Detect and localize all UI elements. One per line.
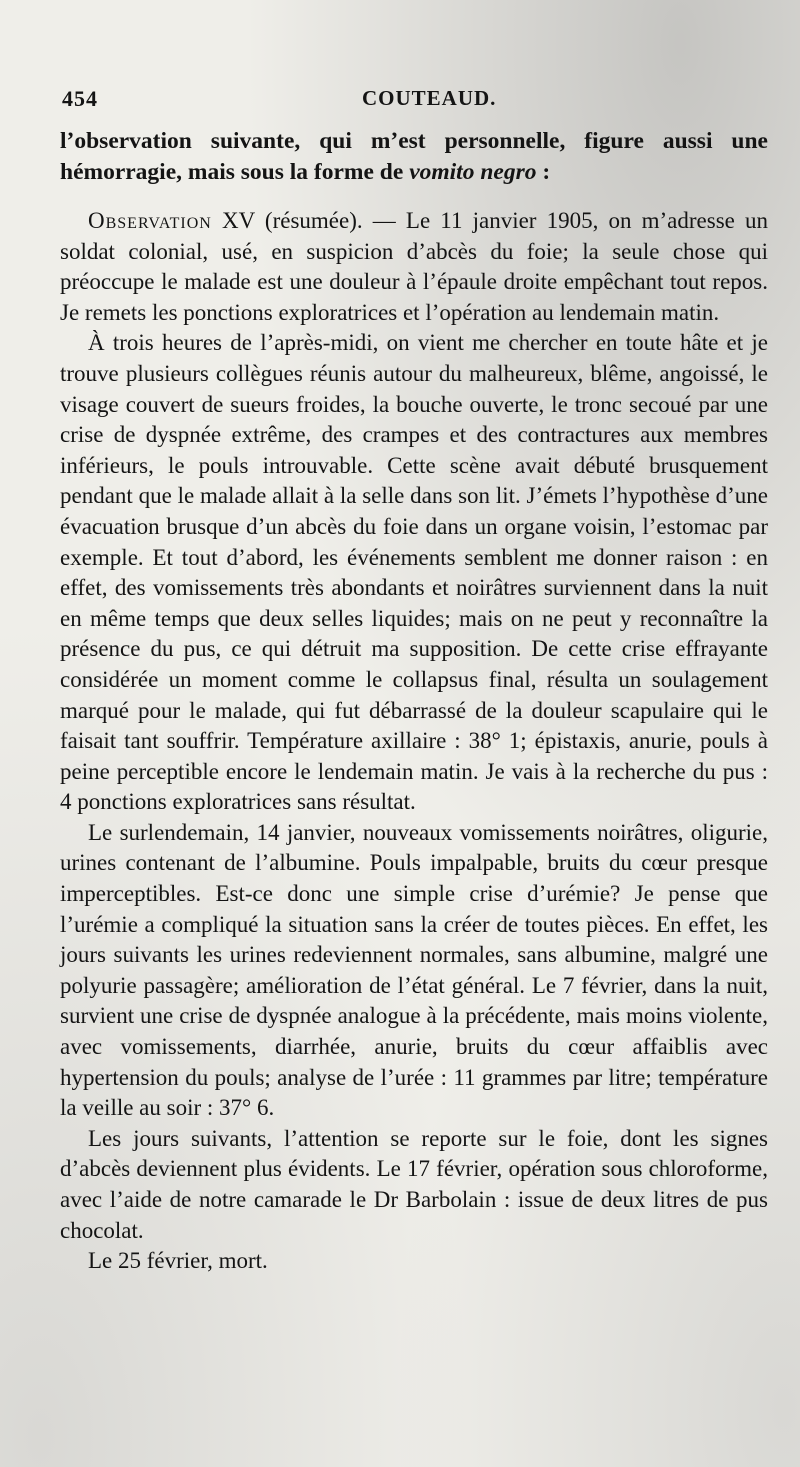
page-number: 454 xyxy=(62,86,98,111)
intro-emphasis: vomito negro xyxy=(409,159,537,185)
page-body xyxy=(60,126,768,1277)
running-head: COUTEAUD. xyxy=(362,86,497,110)
intro-colon: : xyxy=(536,159,551,185)
paragraph-1: À trois heures de l’après-midi, on vient me chercher en toute hâte et je trouve plusieurs collègues réunis autour du malheureux, blême, angoissé, le visage couvert de sueurs froides, la bouche ouverte, le tronc secoué par une crise de dyspnée extrême, des crampes et des contractures aux membres inférieurs, le pouls introuvable. Cette scène avait débuté brusquement pendant que le malade allait à la selle dans son lit. J’émets l’hypothèse d’une évacuation brusque d’un abcès du foie dans un organe voisin, l’estomac par exemple. Et tout d’abord, les événements semblent me donner raison : en effet, des vomissements très abondants et noirâtres surviennent dans la nuit en même temps que deux selles liquides; mais on ne peut y reconnaître la présence du pus, ce qui détruit ma supposition. De cette crise effrayante considérée un moment comme le collapsus final, résulta un soulagement marqué pour le malade, qui fut débarrassé de la douleur scapulaire qui le faisait tant souffrir. Température axillaire : 38° 1; épistaxis, anurie, pouls à peine perceptible encore le lendemain matin. Je vais à la recherche du pus : 4 ponctions exploratrices sans résultat. xyxy=(60,330,768,815)
observation-paragraph xyxy=(60,206,768,328)
paragraph-3: Les jours suivants, l’attention se reporte sur le foie, dont les signes d’abcès deviennent plus évidents. Le 17 février, opération sous chloroforme, avec l’aide de notre camarade le Dr Barbolain : issue de deux litres de pus chocolat. xyxy=(60,1125,768,1243)
paragraph-2: Le surlendemain, 14 janvier, nouveaux vomissements noirâtres, oligurie, urines contenant de l’albumine. Pouls impalpable, bruits du cœur presque imperceptibles. Est-ce donc une simple crise d’urémie? Je pense que l’urémie a compliqué la situation sans la créer de toutes pièces. En effet, les jours suivants les urines redeviennent normales, sans albumine, malgré une polyurie passagère; amélioration de l’état général. Le 7 février, dans la nuit, survient une crise de dyspnée analogue à la précédente, mais moins violente, avec vomissements, diarrhée, anurie, bruits du cœur affaiblis avec hypertension du pouls; analyse de l’urée : 11 grammes par litre; température la veille au soir : 37° 6. xyxy=(60,819,768,1121)
paragraph-4: Le 25 février, mort. xyxy=(88,1248,268,1274)
intro-paragraph xyxy=(60,126,768,188)
observation-label: Observation xyxy=(88,208,212,233)
observation-text: XV (résumée). — Le 11 janvier 1905, on m’adresse un soldat colonial, usé, en suspicion d’abcès du foie; la seule chose qui préoccupe le malade est une douleur à l’épaule droite empêchant tout repos. Je remets les ponctions exploratrices et l’opération au lendemain matin. xyxy=(60,208,768,325)
intro-text: l’observation suivante, qui m’est personnelle, figure aussi une hémorragie, mais sous la forme de xyxy=(60,128,768,185)
page-header xyxy=(62,86,762,116)
